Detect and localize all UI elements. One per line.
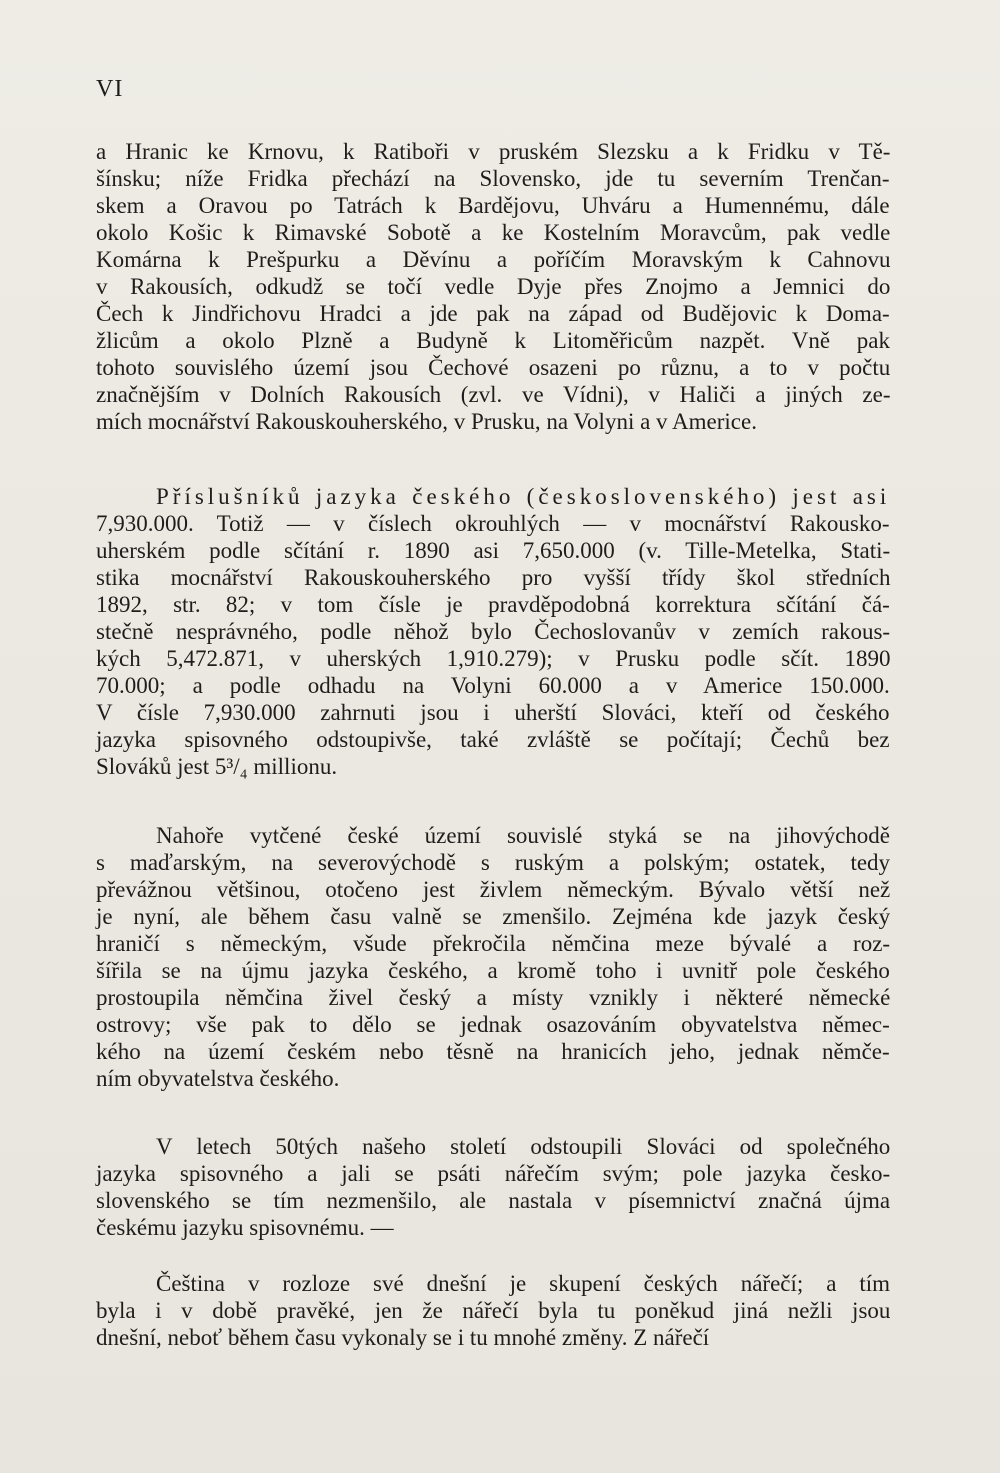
paragraph-line: okolo Košic k Rimavské Sobotě a ke Kostelním Moravcům, pak vedle bbox=[96, 220, 891, 245]
paragraph-line: Komárna k Prešpurku a Děvínu a poříčím Moravským k Cahnovu bbox=[96, 247, 891, 272]
paragraph-line: převážnou většinou, otočeno jest živlem německým. Bývalo větší než bbox=[96, 877, 891, 902]
paragraph-line: skem a Oravou po Tatrách k Bardějovu, Uhváru a Humennému, dále bbox=[96, 193, 890, 218]
paragraph-line: jazyka spisovného odstoupivše, také zvláště se počítají; Čechů bez bbox=[96, 727, 890, 752]
paragraph-line: Slováků jest 5³/₄ millionu. bbox=[96, 754, 338, 779]
paragraph-line: Čeština v rozloze své dnešní je skupení českých nářečí; a tím bbox=[156, 1271, 891, 1296]
page-number: VI bbox=[96, 76, 124, 102]
paragraph-line: žlicům a okolo Plzně a Budyně k Litoměřicům nazpět. Vně pak bbox=[96, 328, 890, 353]
paragraph-line: s maďarským, na severovýchodě s ruským a polským; ostatek, tedy bbox=[96, 850, 891, 875]
paragraph-line: značnějším v Dolních Rakousích (zvl. ve Vídni), v Haliči a jiných ze- bbox=[96, 382, 891, 407]
paragraph-line: stika mocnářství Rakouskouherského pro vyšší třídy škol středních bbox=[96, 565, 891, 590]
paragraph-line: 7,930.000. Totiž — v číslech okrouhlých — v mocnářství Rakousko- bbox=[96, 511, 890, 536]
paragraph-line: šířila se na újmu jazyka českého, a kromě toho i uvnitř pole českého bbox=[96, 958, 890, 983]
paragraph-line: 1892, str. 82; v tom čísle je pravděpodobná korrektura sčítání čá- bbox=[96, 592, 890, 617]
paragraph-line: prostoupila němčina živel český a místy vznikly i některé německé bbox=[96, 985, 891, 1010]
paragraph-line: tohoto souvislého území jsou Čechové osazeni po různu, a to v počtu bbox=[96, 355, 891, 380]
paragraph-line: a Hranic ke Krnovu, k Ratiboři v pruském Slezsku a k Fridku v Tě- bbox=[96, 139, 891, 164]
paragraph-line: hraničí s německým, všude překročila němčina meze bývalé a roz- bbox=[96, 931, 891, 956]
paragraph-line: dnešní, neboť během času vykonaly se i tu mnohé změny. Z nářečí bbox=[96, 1325, 710, 1350]
paragraph-line: 70.000; a podle odhadu na Volyni 60.000 a v Americe 150.000. bbox=[96, 673, 890, 698]
paragraph-line: ostrovy; vše pak to dělo se jednak osazováním obyvatelstva němec- bbox=[96, 1012, 890, 1037]
paragraph-line: v Rakousích, odkudž se točí vedle Dyje přes Znojmo a Jemnici do bbox=[96, 274, 891, 299]
paragraph-line: jazyka spisovného a jali se psáti nářečím svým; pole jazyka česko- bbox=[96, 1161, 891, 1186]
paragraph-line: byla i v době pravěké, jen že nářečí byla tu poněkud jiná nežli jsou bbox=[96, 1298, 891, 1323]
paragraph-line: kých 5,472.871, v uherských 1,910.279); v Prusku podle sčít. 1890 bbox=[96, 646, 891, 671]
paragraph-line: šínsku; níže Fridka přechází na Slovensko, jde tu severním Trenčan- bbox=[96, 166, 890, 191]
paragraph-line: ním obyvatelstva českého. bbox=[96, 1066, 340, 1091]
paragraph-line: kého na území českém nebo těsně na hranicích jeho, jednak němče- bbox=[96, 1039, 890, 1064]
paragraph-line: V letech 50tých našeho století odstoupili Slováci od společného bbox=[156, 1134, 891, 1159]
paragraph-line: uherském podle sčítání r. 1890 asi 7,650.000 (v. Tille-Metelka, Stati- bbox=[96, 538, 891, 563]
paragraph-line: Příslušníků jazyka českého (československého) jest asi bbox=[156, 484, 891, 509]
paragraph-line: stečně nesprávného, podle něhož bylo Čechoslovanův v zemích rakous- bbox=[96, 619, 891, 644]
paragraph-line: slovenského se tím nezmenšilo, ale nastala v písemnictví značná újma bbox=[96, 1188, 891, 1213]
paragraph-line: českému jazyku spisovnému. — bbox=[96, 1215, 394, 1240]
paragraph-line: mích mocnářství Rakouskouherského, v Prusku, na Volyni a v Americe. bbox=[96, 409, 757, 434]
paragraph-line: Nahoře vytčené české území souvislé styká se na jihovýchodě bbox=[156, 823, 890, 848]
paragraph-line: Čech k Jindřichovu Hradci a jde pak na západ od Budějovic k Doma- bbox=[96, 301, 890, 326]
paragraph-line: je nyní, ale během času valně se zmenšilo. Zejména kde jazyk český bbox=[96, 904, 891, 929]
paragraph-line: V čísle 7,930.000 zahrnuti jsou i uherští Slováci, kteří od českého bbox=[96, 700, 890, 725]
